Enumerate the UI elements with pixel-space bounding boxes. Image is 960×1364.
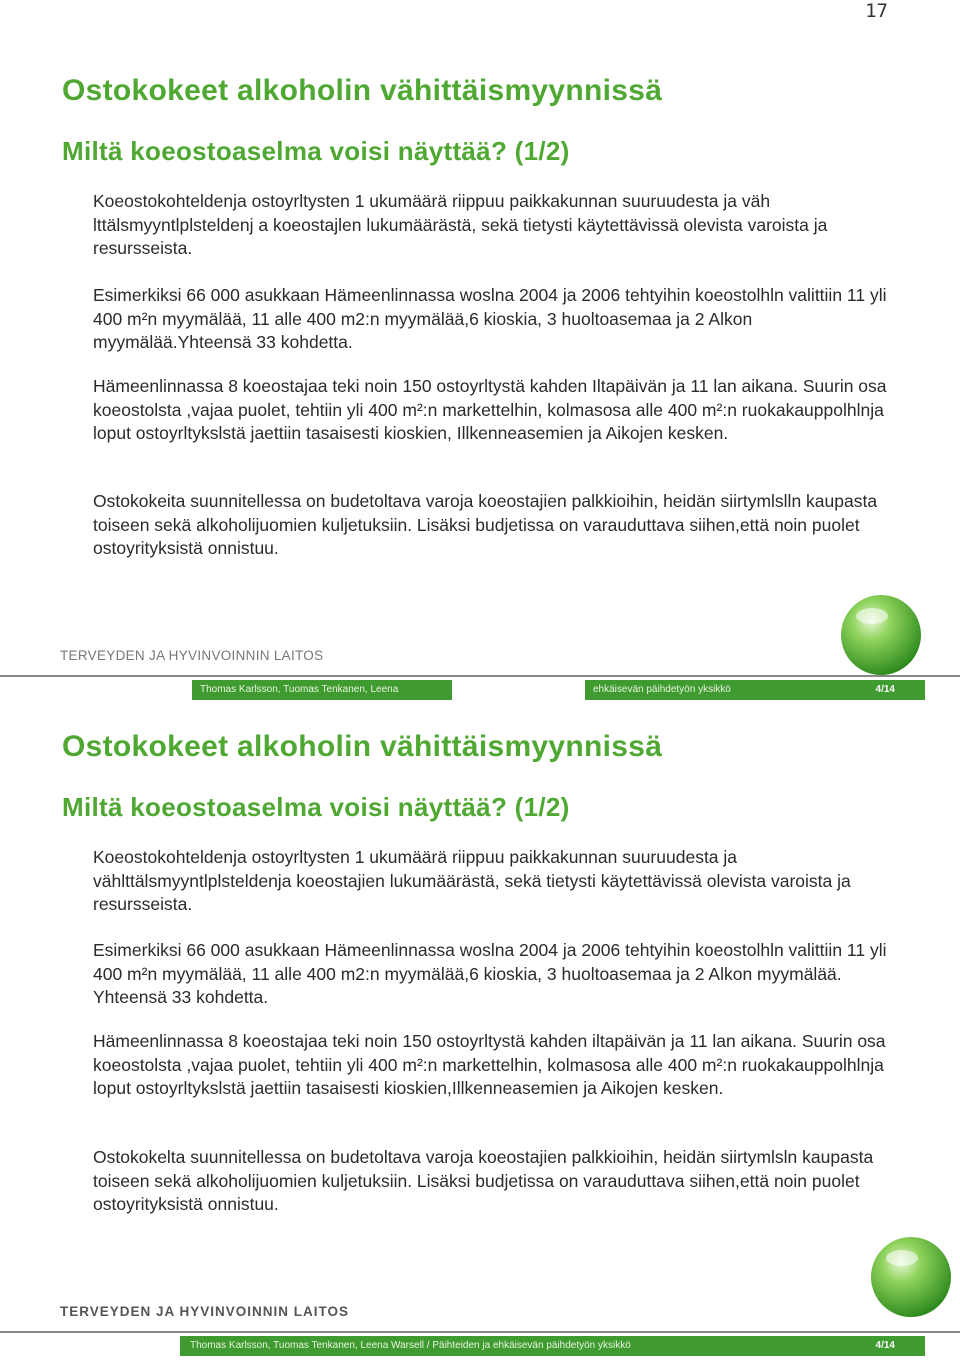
footer-bar — [180, 1336, 925, 1356]
paragraph-intro: Koeostokohteldenja ostoyrltysten 1 ukumäärä riippuu paikkakunnan suuruudesta ja vählttälsmyyntlplsteldenja koeostajien lukumäärästä, sekä tietysti käytettävissä olevista varoista ja resursseista. — [93, 847, 851, 914]
footer-divider — [0, 675, 960, 677]
paragraph-example: Esimerkiksi 66 000 asukkaan Hämeenlinnassa woslna 2004 ja 2006 tehtyihin koeostolhln valittiin 11 yli 400 m²n myymälää, 11 alle 400 m2:n myymälää,6 kioskia, 3 huoltoasemaa ja 2 Alkon myymälää.Yhteensä 33 kohdetta. — [93, 285, 887, 352]
globe-logo-icon — [838, 592, 924, 678]
footer-page: 4/14 — [875, 1340, 895, 1351]
paragraph-hameenlinna: Hämeenlinnassa 8 koeostajaa teki noin 150 ostoyrltystä kahden Iltapäivän ja 11 lan aikana. Suurin osa koeostolsta ,vajaa puolet, tehtiin yli 400 m²:n markettelhin, kolmasosa alle 400 m²:n ruokakauppolhlnja loput ostoyrltykslstä jaettiin tasaisesti kioskien, Illkenneasemien ja Aikojen kesken. — [93, 376, 887, 443]
paragraph-example: Esimerkiksi 66 000 asukkaan Hämeenlinnassa woslna 2004 ja 2006 tehtyihin koeostolhln valittiin 11 yli 400 m²n myymälää, 11 alle 400 m2:n myymälää,6 kioskia, 3 huoltoasemaa ja 2 Alkon myymälää. Yhteensä 33 kohdetta. — [93, 940, 887, 1007]
slide-2 — [0, 706, 960, 1364]
globe-logo-icon — [868, 1234, 954, 1320]
footer-organization: TERVEYDEN JA HYVINVOINNIN LAITOS — [60, 1304, 350, 1319]
slide-title: Ostokokeet alkoholin vähittäismyynnissä — [62, 730, 663, 763]
footer-authors-bar — [192, 680, 452, 700]
page-number: 17 — [865, 0, 888, 22]
footer-unit: ehkäisevän päihdetyön yksikkö — [593, 684, 731, 695]
footer-page: 4/14 — [875, 684, 895, 695]
slide-subtitle: Miltä koeostoaselma voisi näyttää? (1/2) — [62, 792, 570, 822]
paragraph-budget: Ostokokelta suunnitellessa on budetoltava varoja koeostajien palkkioihin, heidän siirtymlsln kaupasta toiseen sekä alkoholijuomien kuljetuksiin. Lisäksi budjetissa on varauduttava siihen,että noin puolet ostoyrityksistä onnistuu. — [93, 1147, 874, 1214]
slide-title: Ostokokeet alkoholin vähittäismyynnissä — [62, 74, 663, 107]
paragraph-intro: Koeostokohteldenja ostoyrltysten 1 ukumäärä riippuu paikkakunnan suuruudesta ja väh lttälsmyyntlplsteldenj a koeostajlen lukumäärästä, sekä tietysti käytettävissä olevista varoista ja resursseista. — [93, 191, 828, 258]
footer-authors: Thomas Karlsson, Tuomas Tenkanen, Leena Warsell / Päihteiden ja ehkäisevän päihdetyön yksikkö — [190, 1340, 631, 1351]
footer-organization: TERVEYDEN JA HYVINVOINNIN LAITOS — [60, 648, 324, 663]
footer-unit-bar — [585, 680, 925, 700]
footer-authors: Thomas Karlsson, Tuomas Tenkanen, Leena — [200, 684, 399, 695]
paragraph-budget: Ostokokeita suunnitellessa on budetoltava varoja koeostajien palkkioihin, heidän siirtymlslln kaupasta toiseen sekä alkoholijuomien kuljetuksiin. Lisäksi budjetissa on varauduttava siihen,että noin puolet ostoyrityksistä onnistuu. — [93, 491, 878, 558]
slide-subtitle: Miltä koeostoaselma voisi näyttää? (1/2) — [62, 136, 570, 166]
paragraph-hameenlinna: Hämeenlinnassa 8 koeostajaa teki noin 150 ostoyrltystä kahden iltapäivän ja 11 lan aikana. Suurin osa koeostolsta ,vajaa puolet, tehtiin yli 400 m²:n markettelhin, kolmasosa alle 400 m²:n ruokakauppolhlnja loput ostoyrltykslstä jaettiin tasaisesti kioskien,Illkenneasemien ja Aikojen kesken. — [93, 1031, 886, 1098]
footer-divider — [0, 1331, 960, 1333]
